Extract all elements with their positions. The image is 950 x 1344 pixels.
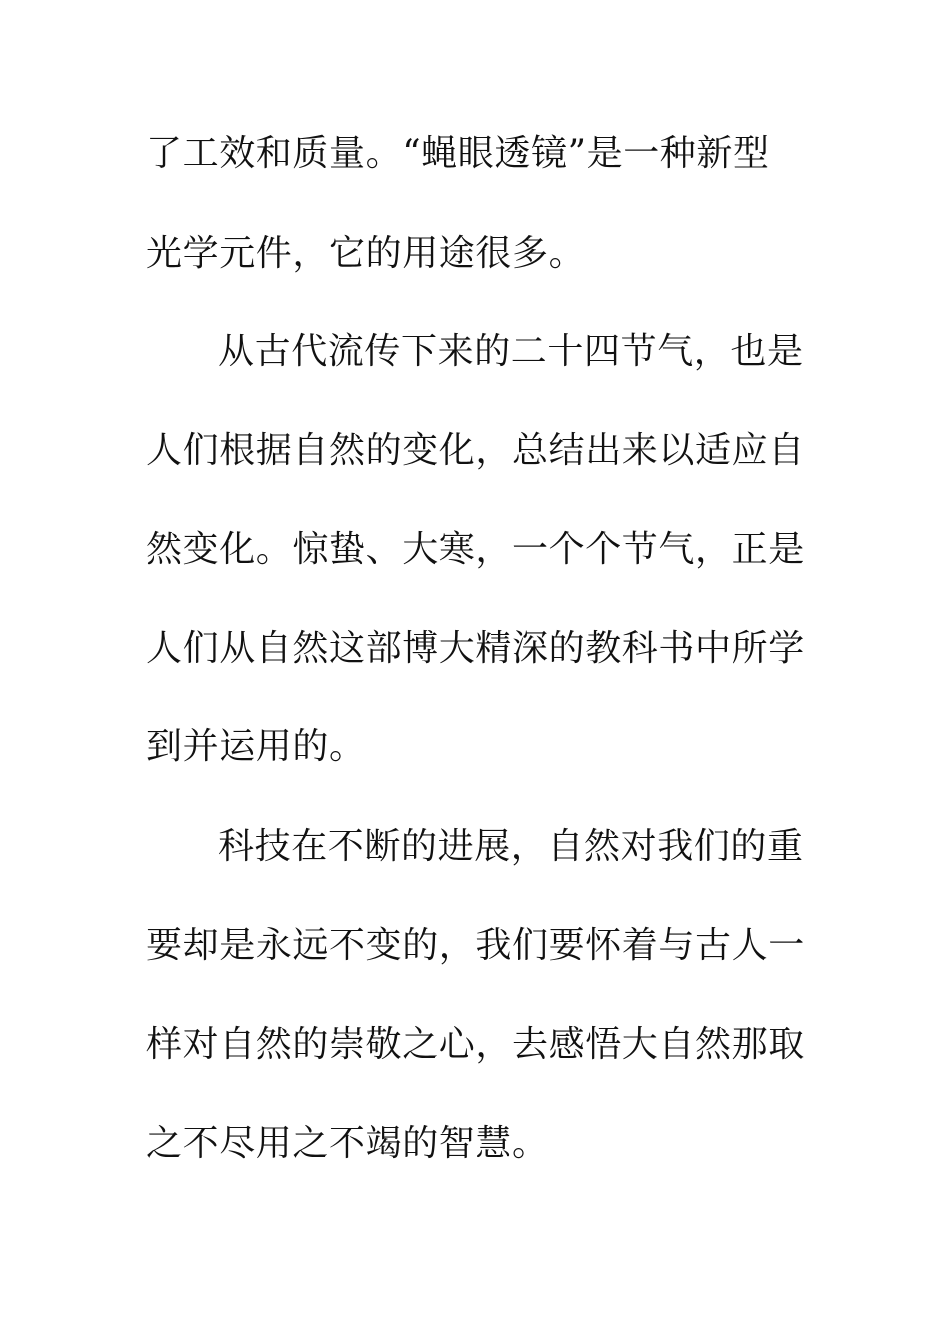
text-line: 要却是永远不变的，我们要怀着与古人一 — [146, 925, 805, 966]
text-line: 样对自然的崇敬之心，去感悟大自然那取 — [146, 1024, 805, 1065]
text-line: 之不尽用之不竭的智慧。 — [146, 1123, 549, 1164]
text-line: 光学元件，它的用途很多。 — [146, 233, 586, 274]
text-line: 了工效和质量。“蝇眼透镜”是一种新型 — [146, 133, 770, 174]
text-line: 到并运用的。 — [146, 726, 366, 767]
text-line: 人们从自然这部博大精深的教科书中所学 — [146, 628, 805, 669]
text-line: 然变化。惊蛰、大寒，一个个节气，正是 — [146, 529, 805, 570]
paragraph-start-line: 从古代流传下来的二十四节气，也是 — [218, 331, 804, 372]
text-line: 人们根据自然的变化，总结出来以适应自 — [146, 430, 805, 471]
paragraph-start-line: 科技在不断的进展，自然对我们的重 — [218, 826, 804, 867]
